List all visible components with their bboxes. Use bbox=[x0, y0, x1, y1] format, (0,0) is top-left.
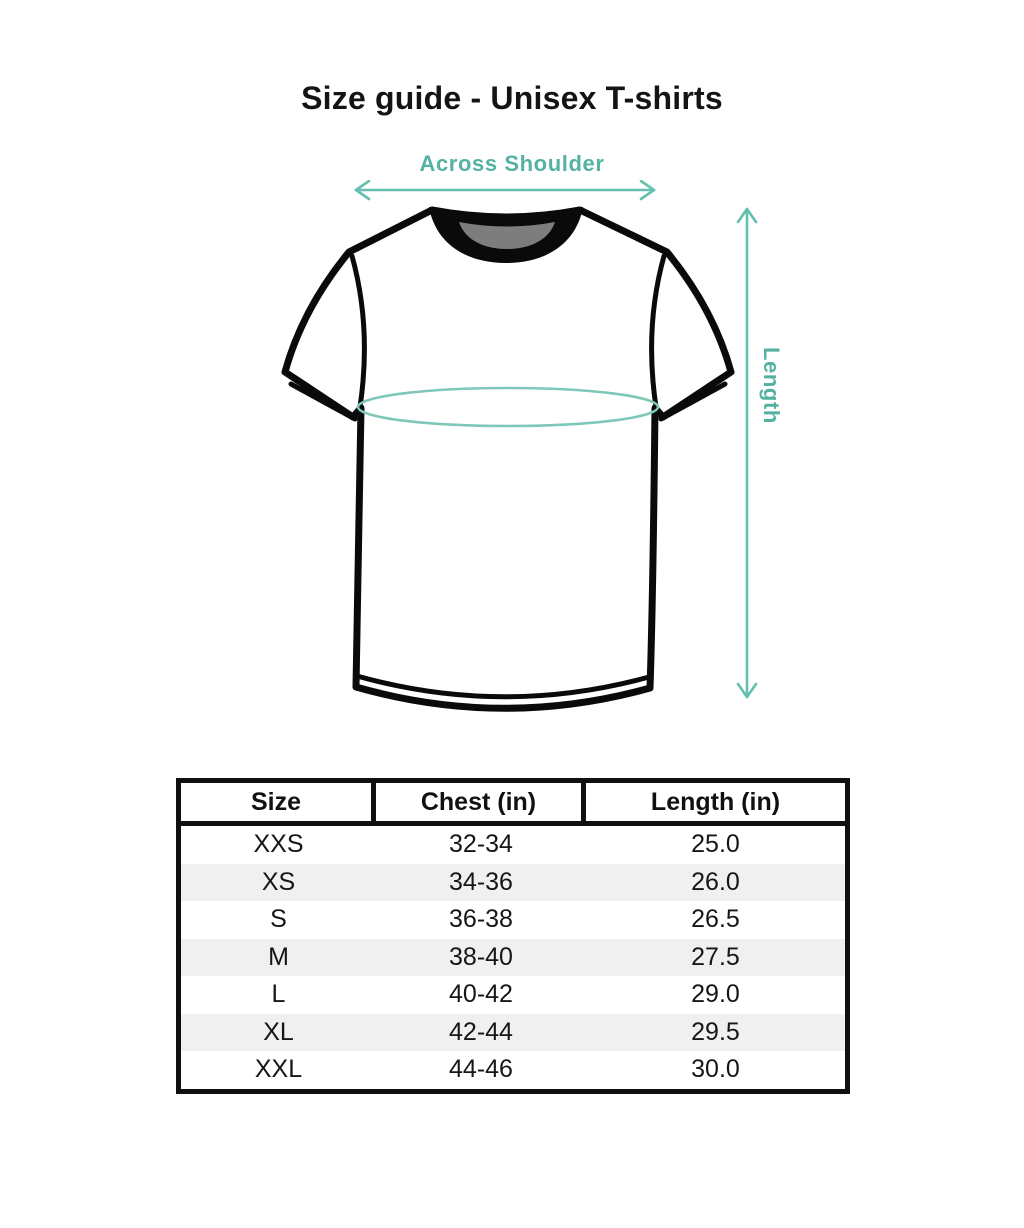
cell-length: 29.5 bbox=[691, 1017, 740, 1046]
table-row bbox=[181, 1014, 845, 1052]
cell-size: XXS bbox=[253, 830, 304, 859]
cell-chest: 32-34 bbox=[449, 830, 513, 859]
table-row bbox=[181, 1051, 845, 1089]
table-row bbox=[181, 939, 845, 977]
cell-chest: 44-46 bbox=[449, 1055, 513, 1084]
cell-size: XS bbox=[261, 867, 296, 896]
table-row bbox=[181, 826, 845, 864]
cell-chest: 42-44 bbox=[449, 1017, 513, 1046]
cell-size: XXL bbox=[254, 1055, 303, 1084]
table-header-row bbox=[181, 783, 845, 826]
cell-chest: 40-42 bbox=[449, 980, 513, 1009]
cell-length: 25.0 bbox=[691, 830, 740, 859]
cell-length: 30.0 bbox=[691, 1055, 740, 1084]
header-size: Size bbox=[181, 783, 376, 821]
across-shoulder-arrow-icon bbox=[356, 181, 654, 199]
size-guide-table bbox=[176, 778, 850, 1094]
cell-chest: 34-36 bbox=[449, 867, 513, 896]
cell-size: XL bbox=[263, 1017, 294, 1046]
table-row bbox=[181, 976, 845, 1014]
cell-length: 27.5 bbox=[691, 942, 740, 971]
across-shoulder-label: Across Shoulder bbox=[419, 151, 605, 176]
cell-length: 26.0 bbox=[691, 867, 740, 896]
table-row bbox=[181, 901, 845, 939]
header-length: Length (in) bbox=[586, 783, 845, 821]
cell-chest: 36-38 bbox=[449, 905, 513, 934]
cell-size: M bbox=[268, 942, 289, 971]
header-chest: Chest (in) bbox=[376, 783, 586, 821]
page-title: Size guide - Unisex T-shirts bbox=[301, 80, 723, 116]
tshirt-diagram bbox=[260, 180, 800, 736]
cell-length: 29.0 bbox=[691, 980, 740, 1009]
cell-length: 26.5 bbox=[691, 905, 740, 934]
cell-size: S bbox=[270, 905, 287, 934]
cell-size: L bbox=[271, 980, 286, 1009]
tshirt-body bbox=[285, 210, 731, 708]
table-row bbox=[181, 864, 845, 902]
cell-chest: 38-40 bbox=[449, 942, 513, 971]
length-arrow-icon bbox=[738, 209, 756, 697]
length-label: Length bbox=[759, 346, 784, 424]
